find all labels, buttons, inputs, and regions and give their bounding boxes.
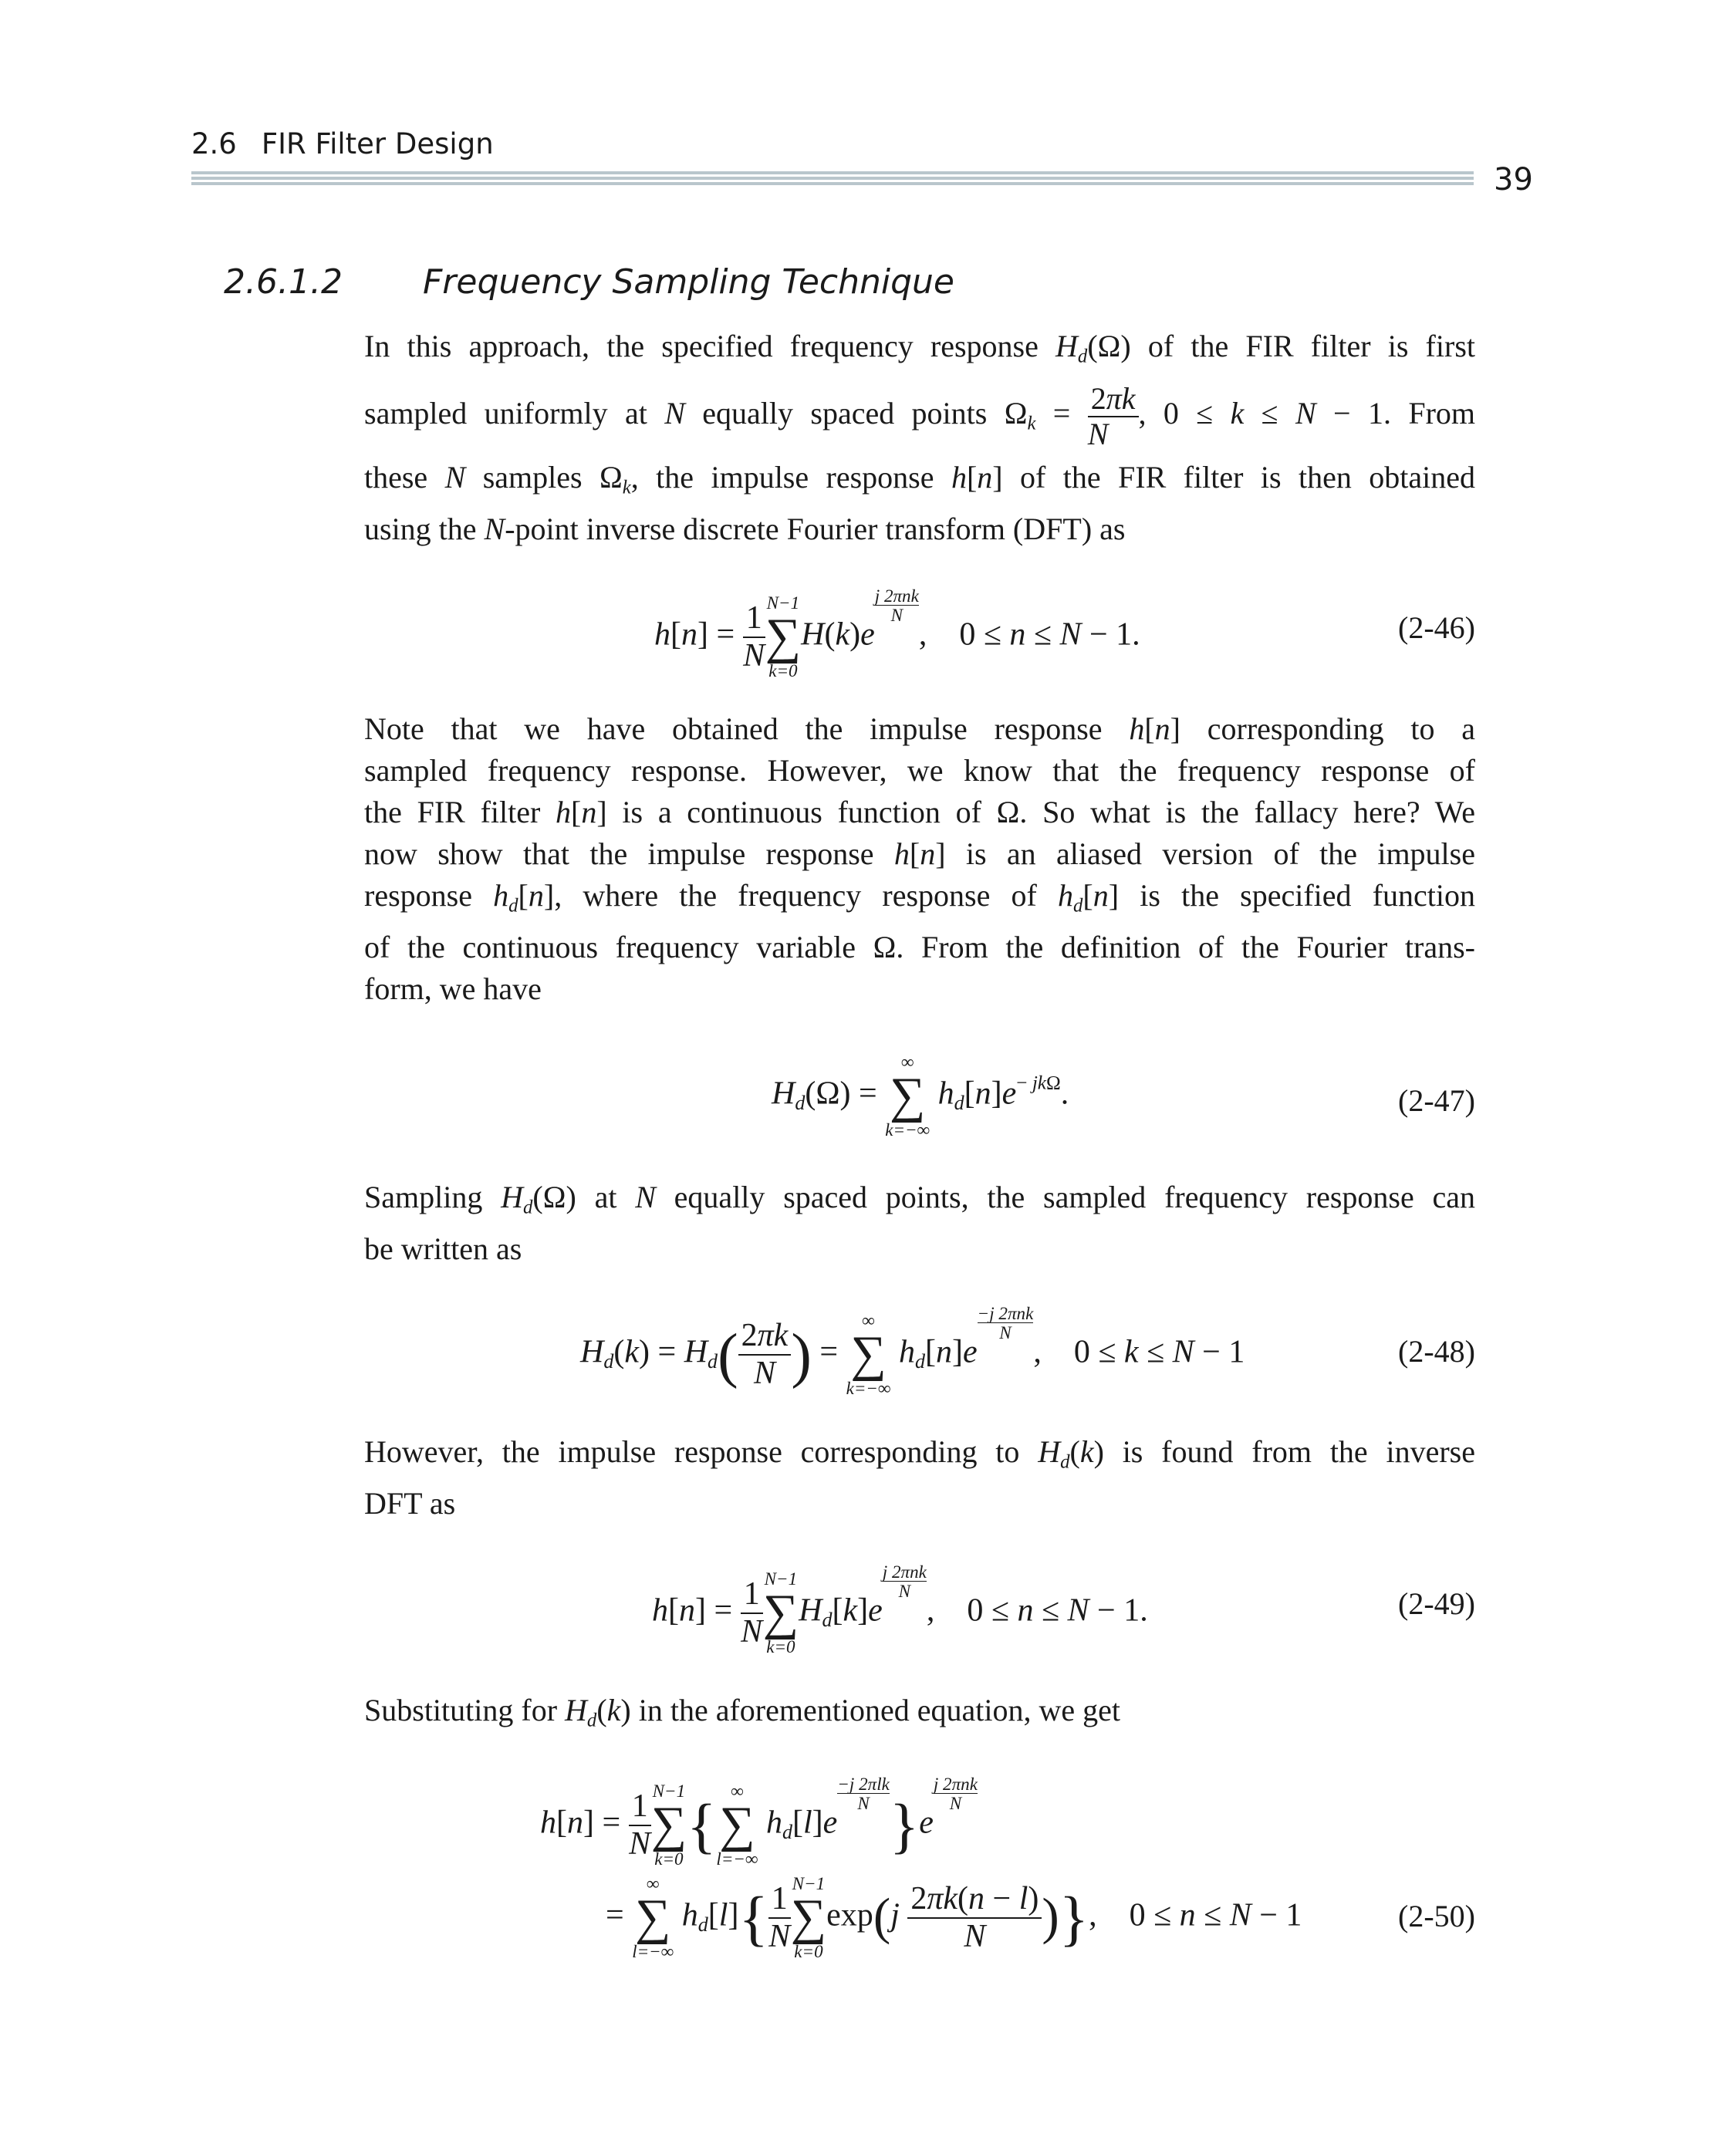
header-section-title: FIR Filter Design <box>261 127 494 160</box>
p2-line-2: sampled frequency response. However, we know that the frequency response of <box>364 753 1475 788</box>
paragraph-note <box>364 708 1475 1010</box>
paragraph-sampling <box>364 1177 1475 1270</box>
p2-line-1: Note that we have obtained the impulse response h[n] corresponding to a <box>364 711 1476 746</box>
equation-2-47 <box>0 1053 1736 1146</box>
p1-line-4: using the N-point inverse discrete Fourier transform (DFT) as <box>364 512 1126 547</box>
p3-line-2: be written as <box>364 1231 522 1267</box>
p2-line-3: the FIR filter h[n] is a continuous function of Ω. So what is the fallacy here? We <box>364 795 1475 829</box>
equation-number-2-46: (2-46) <box>1398 610 1475 645</box>
frac-2pik-over-n: $\frac{2\pi k}{N}$ <box>1088 382 1139 451</box>
section-title: Frequency Sampling Technique <box>423 262 954 302</box>
p2-line-4: now show that the impulse response h[n] is an aliased version of the impulse <box>364 836 1475 871</box>
paragraph-however <box>364 1431 1475 1525</box>
header-section-number: 2.6 <box>191 127 237 160</box>
equation-2-46-body: h[n] = $\frac{1}{N}$ N−1 ∑ k=0 H(k)e j 2πnk N , 0 ≤ n ≤ N − 1. <box>654 586 1140 681</box>
header-rule-3 <box>191 182 1474 185</box>
equation-2-49 <box>0 1562 1736 1657</box>
p2-line-7: form, we have <box>364 971 542 1007</box>
header-rule-2 <box>191 177 1474 180</box>
equation-2-50-line-1: h[n] = $\frac{1}{N}$ N−1 ∑ k=0 { ∞ ∑ l=−∞ $h_d[l]e$ −j 2πlk N }e j 2πnk N <box>540 1774 978 1869</box>
paragraph-substituting <box>364 1690 1475 1741</box>
equation-number-2-50: (2-50) <box>1398 1899 1475 1933</box>
section-number: 2.6.1.2 <box>224 262 343 302</box>
paragraph-intro <box>364 326 1475 550</box>
equation-2-49-body: h[n] = $\frac{1}{N}$ N−1 ∑ k=0 $H_d[k]e$ j 2πnk N , 0 ≤ n ≤ N − 1. <box>652 1562 1148 1657</box>
p3-line-1: Sampling $H_d(\Omega)$ at N equally spaced points, the sampled frequency response can <box>364 1180 1476 1218</box>
equation-2-50-line-2: = ∞ ∑ l=−∞ $h_d[l]${ $\frac{1}{N}$ N−1 ∑ k=0 exp(j $\frac{2\pi k(n - l)}{N}$ )}, 0 ≤ n ≤ N − 1 <box>606 1873 1302 1962</box>
equation-2-50 <box>0 1775 1736 1975</box>
equation-2-47-body: $H_d(\Omega)$ = ∞ ∑ k=−∞ $h_d[n]e^{- jk\Omega}$. <box>772 1052 1069 1140</box>
p5-line-1: Substituting for $H_d(k)$ in the aforementioned equation, we get <box>364 1693 1120 1731</box>
running-header <box>191 127 494 160</box>
equation-number-2-49: (2-49) <box>1398 1586 1475 1621</box>
p4-line-1: However, the impulse response corresponding to $H_d(k)$ is found from the inverse <box>364 1434 1475 1473</box>
equation-number-2-48: (2-48) <box>1398 1334 1475 1369</box>
equation-number-2-47: (2-47) <box>1398 1083 1475 1118</box>
equation-2-48-body: $H_d(k) = H_d$( $\frac{2\pi k}{N}$ ) = ∞ ∑ k=−∞ $h_d[n]e$ −j 2πnk N , 0 ≤ k ≤ N − 1 <box>580 1303 1245 1399</box>
equation-2-48 <box>0 1304 1736 1404</box>
p1-line-2: sampled uniformly at N equally spaced points $\Omega_k$ = $\frac{2\pi k}{N}$ , 0 ≤ k ≤ N − 1. From <box>364 380 1475 451</box>
p4-line-2: DFT as <box>364 1486 456 1521</box>
p2-line-6: of the continuous frequency variable Ω. From the definition of the Fourier trans- <box>364 930 1475 965</box>
equation-2-46 <box>0 586 1736 681</box>
page-number: 39 <box>1494 162 1533 198</box>
p2-line-5: response $h_d[n]$, where the frequency response of $h_d[n]$ is the specified function <box>364 878 1475 917</box>
p1-line-3: these N samples $\Omega_k$, the impulse response h[n] of the FIR filter is then obtained <box>364 460 1475 498</box>
header-rule <box>191 171 1474 174</box>
p1-line-1: In this approach, the specified frequency response $H_d(\Omega)$ of the FIR filter is first <box>364 329 1475 367</box>
